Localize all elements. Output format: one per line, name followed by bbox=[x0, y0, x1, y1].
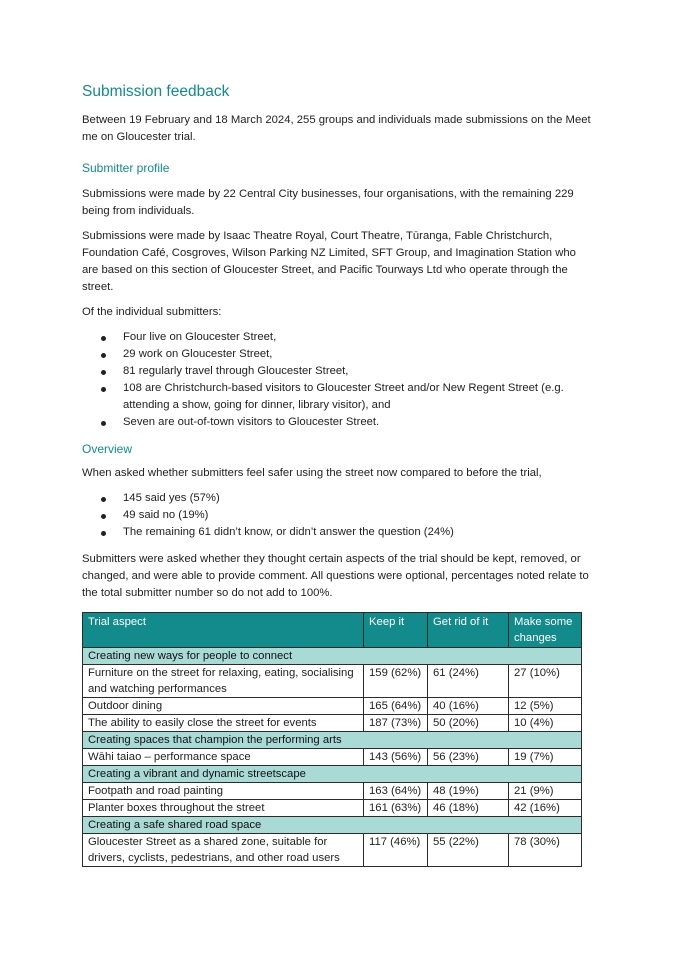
cell-change: 12 (5%) bbox=[509, 698, 582, 715]
individual-submitters-list bbox=[82, 329, 592, 431]
cell-remove: 46 (18%) bbox=[428, 800, 509, 817]
cell-change: 19 (7%) bbox=[509, 749, 582, 766]
cell-change: 27 (10%) bbox=[509, 665, 582, 698]
cell-remove: 48 (19%) bbox=[428, 783, 509, 800]
cell-aspect: The ability to easily close the street for events bbox=[83, 715, 364, 732]
table-section-row bbox=[83, 817, 582, 834]
list-item: 145 said yes (57%) bbox=[82, 490, 592, 507]
cell-remove: 61 (24%) bbox=[428, 665, 509, 698]
header-keep-it: Keep it bbox=[364, 613, 428, 648]
submitter-profile-paragraph-1: Submissions were made by 22 Central City businesses, four organisations, with the remaining 229 being from individuals. bbox=[82, 188, 574, 217]
table-row bbox=[83, 783, 582, 800]
cell-keep: 165 (64%) bbox=[364, 698, 428, 715]
cell-aspect: Planter boxes throughout the street bbox=[83, 800, 364, 817]
submitter-profile-heading: Submitter profile bbox=[82, 161, 170, 175]
list-item: 49 said no (19%) bbox=[82, 507, 592, 524]
table-row bbox=[83, 715, 582, 732]
cell-aspect: Outdoor dining bbox=[83, 698, 364, 715]
list-item: 29 work on Gloucester Street, bbox=[82, 346, 592, 363]
table-row bbox=[83, 698, 582, 715]
safety-results-list bbox=[82, 490, 592, 541]
cell-aspect: Footpath and road painting bbox=[83, 783, 364, 800]
table-section-row bbox=[83, 766, 582, 783]
list-item: 108 are Christchurch-based visitors to Gloucester Street and/or New Regent Street (e.g. attending a show, going for dinner, library visitor), and bbox=[82, 380, 592, 414]
cell-keep: 163 (64%) bbox=[364, 783, 428, 800]
section-label: Creating spaces that champion the performing arts bbox=[83, 732, 582, 749]
page-title: Submission feedback bbox=[82, 83, 230, 100]
document-content bbox=[82, 82, 592, 867]
submitter-profile-paragraph-2: Submissions were made by Isaac Theatre Royal, Court Theatre, Tūranga, Fable Christchurch, Foundation Café, Cosgroves, Wilson Parking NZ Limited, SFT Group, and Imagination Station who are based on this section of Gloucester Street, and Pacific Tourways Ltd who operate through the street. bbox=[82, 230, 576, 293]
cell-keep: 143 (56%) bbox=[364, 749, 428, 766]
list-item: Four live on Gloucester Street, bbox=[82, 329, 592, 346]
trial-aspect-table bbox=[82, 612, 582, 867]
table-section-row bbox=[83, 732, 582, 749]
cell-change: 21 (9%) bbox=[509, 783, 582, 800]
cell-change: 78 (30%) bbox=[509, 834, 582, 867]
cell-keep: 159 (62%) bbox=[364, 665, 428, 698]
table-section-row bbox=[83, 648, 582, 665]
cell-change: 42 (16%) bbox=[509, 800, 582, 817]
cell-aspect: Furniture on the street for relaxing, eating, socialising and watching performances bbox=[83, 665, 364, 698]
table-row bbox=[83, 749, 582, 766]
list-item: Seven are out-of-town visitors to Gloucester Street. bbox=[82, 414, 592, 431]
section-label: Creating a safe shared road space bbox=[83, 817, 582, 834]
cell-remove: 50 (20%) bbox=[428, 715, 509, 732]
list-item: 81 regularly travel through Gloucester Street, bbox=[82, 363, 592, 380]
header-get-rid-of-it: Get rid of it bbox=[428, 613, 509, 648]
intro-paragraph: Between 19 February and 18 March 2024, 255 groups and individuals made submissions on the Meet me on Gloucester trial. bbox=[82, 114, 591, 143]
overview-heading: Overview bbox=[82, 442, 133, 456]
cell-change: 10 (4%) bbox=[509, 715, 582, 732]
cell-aspect: Gloucester Street as a shared zone, suitable for drivers, cyclists, pedestrians, and other road users bbox=[83, 834, 364, 867]
table-row bbox=[83, 834, 582, 867]
cell-remove: 55 (22%) bbox=[428, 834, 509, 867]
table-row bbox=[83, 800, 582, 817]
cell-remove: 56 (23%) bbox=[428, 749, 509, 766]
table-row bbox=[83, 665, 582, 698]
cell-keep: 187 (73%) bbox=[364, 715, 428, 732]
cell-remove: 40 (16%) bbox=[428, 698, 509, 715]
cell-keep: 117 (46%) bbox=[364, 834, 428, 867]
submitter-profile-paragraph-3: Of the individual submitters: bbox=[82, 306, 222, 318]
section-label: Creating a vibrant and dynamic streetscape bbox=[83, 766, 582, 783]
overview-paragraph-2: Submitters were asked whether they thought certain aspects of the trial should be kept, removed, or changed, and were able to provide comment. All questions were optional, percentages noted relate to the total submitter number so do not add to 100%. bbox=[82, 553, 589, 599]
header-trial-aspect: Trial aspect bbox=[83, 613, 364, 648]
table-header-row bbox=[83, 613, 582, 648]
cell-aspect: Wāhi taiao – performance space bbox=[83, 749, 364, 766]
list-item: The remaining 61 didn’t know, or didn’t answer the question (24%) bbox=[82, 524, 592, 541]
header-make-some-changes: Make some changes bbox=[509, 613, 582, 648]
section-label: Creating new ways for people to connect bbox=[83, 648, 582, 665]
cell-keep: 161 (63%) bbox=[364, 800, 428, 817]
overview-paragraph-1: When asked whether submitters feel safer using the street now compared to before the trial, bbox=[82, 467, 542, 479]
